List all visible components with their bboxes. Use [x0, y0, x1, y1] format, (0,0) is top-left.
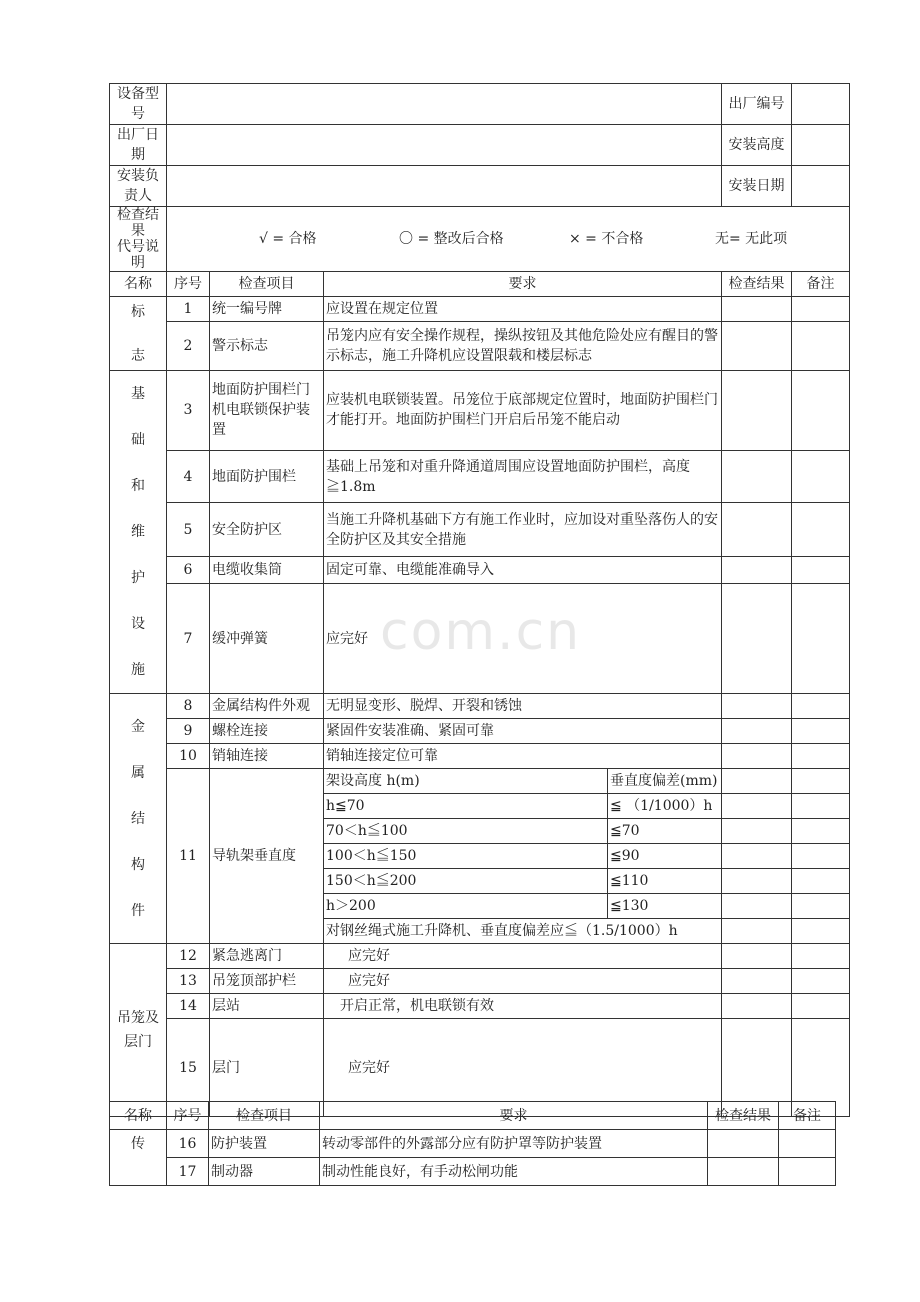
row-item: 地面防护围栏 — [210, 450, 324, 503]
row-req: 无明显变形、脱焊、开裂和锈蚀 — [324, 694, 722, 719]
col-result-header: 检查结果 — [708, 1102, 779, 1130]
row-item: 销轴连接 — [210, 744, 324, 769]
install-date-label: 安装日期 — [722, 166, 792, 207]
remark-cell[interactable] — [779, 1158, 836, 1186]
col-no-header: 序号 — [167, 1102, 209, 1130]
row-no: 11 — [167, 769, 210, 944]
row-req: 制动性能良好，有手动松闸功能 — [320, 1158, 708, 1186]
row-req: 固定可靠、电缆能准确导入 — [324, 557, 722, 584]
row-no: 15 — [167, 1019, 210, 1117]
table-row — [110, 1158, 836, 1186]
row-item: 制动器 — [209, 1158, 320, 1186]
table-row — [110, 944, 850, 969]
result-cell[interactable] — [722, 450, 792, 503]
col-no-header: 序号 — [167, 272, 210, 297]
height-range: 70＜h≦100 — [324, 819, 608, 844]
deviation-limit: ≦110 — [608, 869, 722, 894]
row-item: 地面防护围栏门机电联锁保护装置 — [210, 371, 324, 451]
legend-fixed: 〇 = 整改后合格 — [399, 231, 504, 247]
remark-cell[interactable] — [792, 584, 850, 694]
install-person-label: 安装负责人 — [110, 166, 167, 207]
col-req-header: 要求 — [320, 1102, 708, 1130]
remark-cell[interactable] — [792, 297, 850, 322]
factory-date-field[interactable] — [167, 125, 722, 166]
row-no: 6 — [167, 557, 210, 584]
row-req: 应完好 — [324, 1019, 722, 1117]
row-req: 应装机电联锁装置。吊笼位于底部规定位置时，地面防护围栏门才能打开。地面防护围栏门开启后吊笼不能启动 — [324, 371, 722, 451]
remark-cell[interactable] — [792, 894, 850, 919]
result-cell[interactable] — [722, 769, 792, 794]
result-cell[interactable] — [722, 969, 792, 994]
height-range: h≦70 — [324, 794, 608, 819]
result-cell[interactable] — [722, 322, 792, 371]
remark-cell[interactable] — [792, 719, 850, 744]
remark-cell[interactable] — [792, 694, 850, 719]
model-label: 设备型号 — [110, 84, 167, 125]
row-item: 层门 — [210, 1019, 324, 1117]
row-req: 应完好 — [324, 969, 722, 994]
table-row — [110, 769, 850, 794]
row-no: 2 — [167, 322, 210, 371]
remark-cell[interactable] — [792, 794, 850, 819]
remark-cell[interactable] — [792, 994, 850, 1019]
remark-cell[interactable] — [792, 450, 850, 503]
col-name-header: 名称 — [110, 272, 167, 297]
table-row — [110, 557, 850, 584]
legend-pass: √ = 合格 — [259, 231, 317, 247]
row-item: 统一编号牌 — [210, 297, 324, 322]
table-row — [110, 503, 850, 557]
col-item-header: 检查项目 — [210, 272, 324, 297]
row-item: 防护装置 — [209, 1130, 320, 1158]
col-result-header: 检查结果 — [722, 272, 792, 297]
result-cell[interactable] — [722, 994, 792, 1019]
row-no: 17 — [167, 1158, 209, 1186]
legend-codes — [167, 207, 850, 272]
remark-cell[interactable] — [792, 322, 850, 371]
legend-label: 检查结果 代号说明 — [110, 207, 167, 272]
group-cage: 吊笼及 层门 — [110, 944, 167, 1117]
deviation-header: 垂直度偏差(mm) — [608, 769, 722, 794]
height-header: 架设高度 h(m) — [324, 769, 608, 794]
row-item: 螺栓连接 — [210, 719, 324, 744]
table-row — [110, 719, 850, 744]
group-metal: 金 属 结 构 件 — [110, 694, 167, 944]
result-cell[interactable] — [722, 944, 792, 969]
install-height-label: 安装高度 — [722, 125, 792, 166]
row-no: 4 — [167, 450, 210, 503]
inspection-table-page2 — [109, 1101, 836, 1186]
row-item: 紧急逃离门 — [210, 944, 324, 969]
group-signs: 标 志 — [110, 297, 167, 371]
watermark: com.cn — [380, 602, 582, 662]
deviation-limit: ≦70 — [608, 819, 722, 844]
result-cell[interactable] — [722, 719, 792, 744]
result-cell[interactable] — [722, 844, 792, 869]
row-no: 16 — [167, 1130, 209, 1158]
result-cell[interactable] — [708, 1158, 779, 1186]
remark-cell[interactable] — [792, 869, 850, 894]
remark-cell[interactable] — [792, 744, 850, 769]
table-row — [110, 322, 850, 371]
install-person-field[interactable] — [167, 166, 722, 207]
result-cell[interactable] — [722, 894, 792, 919]
remark-cell[interactable] — [792, 919, 850, 944]
remark-cell[interactable] — [779, 1130, 836, 1158]
row-req: 转动零部件的外露部分应有防护罩等防护装置 — [320, 1130, 708, 1158]
remark-cell[interactable] — [792, 371, 850, 451]
row-no: 5 — [167, 503, 210, 557]
row-req: 开启正常，机电联锁有效 — [324, 994, 722, 1019]
col-req-header: 要求 — [324, 272, 722, 297]
row-item: 警示标志 — [210, 322, 324, 371]
row-no: 10 — [167, 744, 210, 769]
factory-no-label: 出厂编号 — [722, 84, 792, 125]
deviation-limit: ≦90 — [608, 844, 722, 869]
inspection-table-page1 — [109, 83, 850, 1117]
row-no: 1 — [167, 297, 210, 322]
row-item: 电缆收集筒 — [210, 557, 324, 584]
row-req: 销轴连接定位可靠 — [324, 744, 722, 769]
model-field[interactable] — [167, 84, 722, 125]
row-req: 应完好 — [324, 584, 722, 694]
result-cell[interactable] — [722, 584, 792, 694]
row-req: 当施工升降机基础下方有施工作业时，应加设对重坠落伤人的安全防护区及其安全措施 — [324, 503, 722, 557]
row-item: 安全防护区 — [210, 503, 324, 557]
table-row — [110, 1130, 836, 1158]
col-item-header: 检查项目 — [209, 1102, 320, 1130]
deviation-limit: ≦ （1/1000）h — [608, 794, 722, 819]
height-range: 150＜h≦200 — [324, 869, 608, 894]
table-row — [110, 450, 850, 503]
row-no: 8 — [167, 694, 210, 719]
height-range: 100＜h≦150 — [324, 844, 608, 869]
table-row — [110, 584, 850, 694]
result-cell[interactable] — [722, 869, 792, 894]
row-req: 应完好 — [324, 944, 722, 969]
row-no: 7 — [167, 584, 210, 694]
table-row — [110, 297, 850, 322]
table-row — [110, 694, 850, 719]
wire-rope-note: 对钢丝绳式施工升降机、垂直度偏差应≦（1.5/1000）h — [324, 919, 722, 944]
col-remark-header: 备注 — [779, 1102, 836, 1130]
result-cell[interactable] — [722, 819, 792, 844]
table-row — [110, 994, 850, 1019]
install-date-field[interactable] — [792, 166, 850, 207]
result-cell[interactable] — [722, 744, 792, 769]
factory-date-label: 出厂日期 — [110, 125, 167, 166]
remark-cell[interactable] — [792, 844, 850, 869]
result-cell[interactable] — [722, 694, 792, 719]
result-cell[interactable] — [708, 1130, 779, 1158]
col-remark-header: 备注 — [792, 272, 850, 297]
remark-cell[interactable] — [792, 503, 850, 557]
height-range: h＞200 — [324, 894, 608, 919]
group-foundation: 基 础 和 维 护 设 施 — [110, 371, 167, 694]
install-height-field[interactable] — [792, 125, 850, 166]
remark-cell[interactable] — [792, 944, 850, 969]
row-no: 12 — [167, 944, 210, 969]
result-cell[interactable] — [722, 919, 792, 944]
group-transmission: 传 — [110, 1130, 167, 1186]
row-no: 13 — [167, 969, 210, 994]
row-req: 吊笼内应有安全操作规程，操纵按钮及其他危险处应有醒目的警示标志，施工升降机应设置限载和楼层标志 — [324, 322, 722, 371]
result-cell[interactable] — [722, 557, 792, 584]
row-item: 层站 — [210, 994, 324, 1019]
factory-no-field[interactable] — [792, 84, 850, 125]
row-req: 紧固件安装准确、紧固可靠 — [324, 719, 722, 744]
row-item: 金属结构件外观 — [210, 694, 324, 719]
table-row — [110, 969, 850, 994]
row-no: 14 — [167, 994, 210, 1019]
row-item: 缓冲弹簧 — [210, 584, 324, 694]
deviation-limit: ≦130 — [608, 894, 722, 919]
table-row — [110, 744, 850, 769]
remark-cell[interactable] — [792, 557, 850, 584]
result-cell[interactable] — [722, 371, 792, 451]
table-row — [110, 371, 850, 451]
row-item: 导轨架垂直度 — [210, 769, 324, 944]
row-req: 基础上吊笼和对重升降通道周围应设置地面防护围栏，高度≧1.8m — [324, 450, 722, 503]
row-no: 3 — [167, 371, 210, 451]
row-req: 应设置在规定位置 — [324, 297, 722, 322]
remark-cell[interactable] — [792, 769, 850, 794]
row-item: 吊笼顶部护栏 — [210, 969, 324, 994]
remark-cell[interactable] — [792, 969, 850, 994]
remark-cell[interactable] — [792, 819, 850, 844]
result-cell[interactable] — [722, 794, 792, 819]
result-cell[interactable] — [722, 503, 792, 557]
legend-na: 无= 无此项 — [715, 231, 788, 247]
row-no: 9 — [167, 719, 210, 744]
result-cell[interactable] — [722, 297, 792, 322]
legend-fail: × = 不合格 — [569, 231, 644, 247]
col-name-header: 名称 — [110, 1102, 167, 1130]
